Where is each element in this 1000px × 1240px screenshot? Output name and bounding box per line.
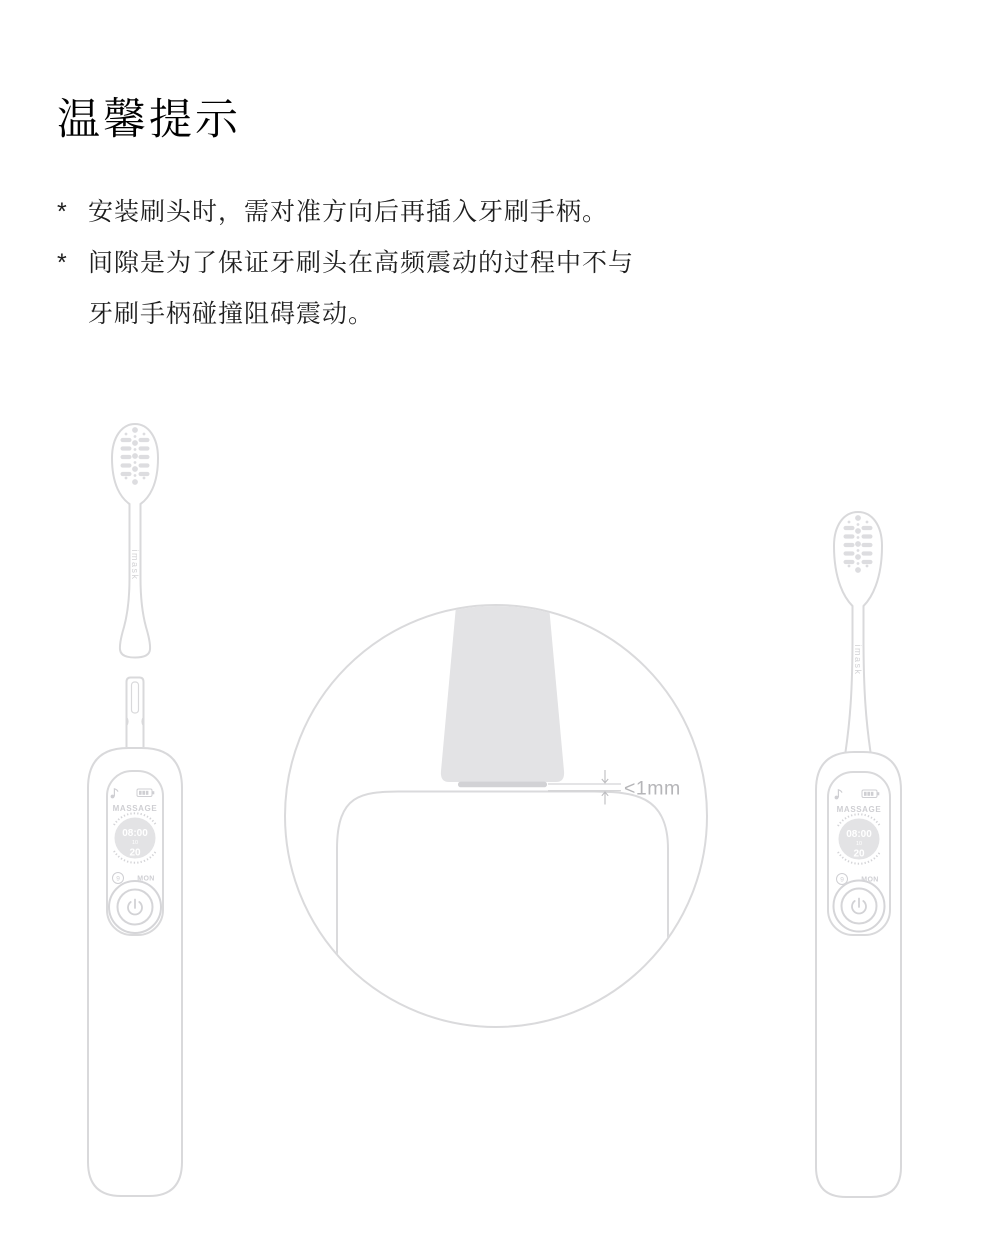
date-number: 9 [116, 875, 120, 883]
page-title: 温馨提示 [57, 96, 241, 144]
assembled-toothbrush-illustration [805, 505, 911, 1200]
handle-svg [82, 672, 192, 1200]
handle-illustration [82, 672, 192, 1200]
power-button [109, 881, 161, 933]
brand-logo-text: imask [130, 549, 140, 581]
magnifier-svg [280, 595, 716, 1037]
display-time: 08:00 [122, 828, 148, 839]
display-interval: 10 [855, 841, 863, 847]
tip-text: 安装刷头时，需对准方向后再插入牙刷手柄。 [88, 198, 609, 226]
neck-bottom-rim [458, 782, 547, 788]
display-duration: 20 [853, 848, 865, 860]
brush-head-outline [112, 424, 158, 658]
tip-item [57, 187, 634, 238]
tip-marker: * [57, 249, 67, 277]
tip-text: 间隙是为了保证牙刷头在高频震动的过程中不与 [88, 249, 635, 277]
vibration-shaft [127, 678, 144, 748]
date-number: 9 [840, 876, 844, 884]
brush-head-illustration [85, 418, 190, 668]
display-time: 08:00 [846, 829, 872, 840]
brush-neck-section [441, 595, 564, 782]
gap-label: <1mm [624, 777, 681, 800]
weekday-label: MON [861, 876, 879, 884]
mode-label: MASSAGE [112, 804, 158, 813]
power-button [834, 881, 885, 932]
brand-logo-text: imask [853, 644, 863, 676]
toothbrush-svg [805, 505, 911, 1200]
tip-marker: * [57, 198, 67, 226]
weekday-label: MON [137, 875, 155, 883]
display-duration: 20 [129, 847, 141, 859]
brush-head-outline [834, 512, 882, 752]
tips-list [57, 187, 634, 340]
tip-item [57, 238, 634, 340]
handle-body-outline [88, 748, 182, 1196]
mode-label: MASSAGE [836, 805, 882, 814]
display-interval: 10 [131, 840, 139, 846]
brush-head-svg [85, 418, 190, 668]
tip-text: 牙刷手柄碰撞阻碍震动。 [88, 300, 375, 328]
magnified-gap-view [280, 595, 716, 1037]
